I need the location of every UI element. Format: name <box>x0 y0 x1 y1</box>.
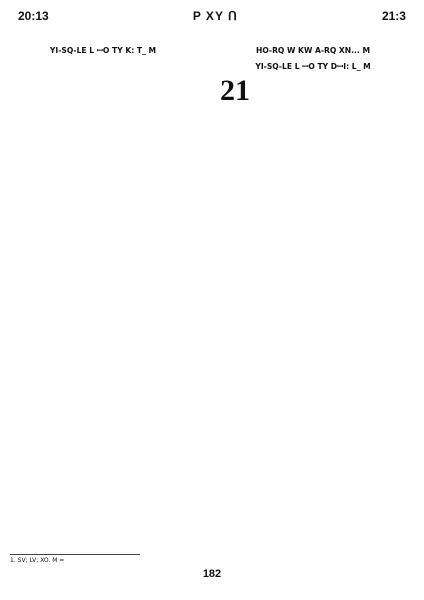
section-heading: YI-SQ-LE L ꟷO TY DꟷI: L_ M <box>255 62 371 72</box>
chapter-verse-right: 21:3 <box>381 9 406 23</box>
book-title: P XY Ո <box>192 9 238 23</box>
page-number: 182 <box>202 568 222 580</box>
chapter-verse-left: 20:13 <box>18 9 49 23</box>
running-header <box>18 6 406 26</box>
chapter-number: 21 <box>220 74 250 108</box>
section-heading: YI-SQ-LE L ꟷO TY K: T_ M <box>49 46 157 55</box>
left-column <box>10 40 196 60</box>
footnote-rule <box>10 554 140 555</box>
section-heading: HO-RQ W KW A-RQ XN... M <box>255 46 370 55</box>
chapter-opening <box>220 74 406 108</box>
right-column <box>220 40 406 108</box>
footnote: 1. SV; LV; XO. M = <box>10 557 65 564</box>
